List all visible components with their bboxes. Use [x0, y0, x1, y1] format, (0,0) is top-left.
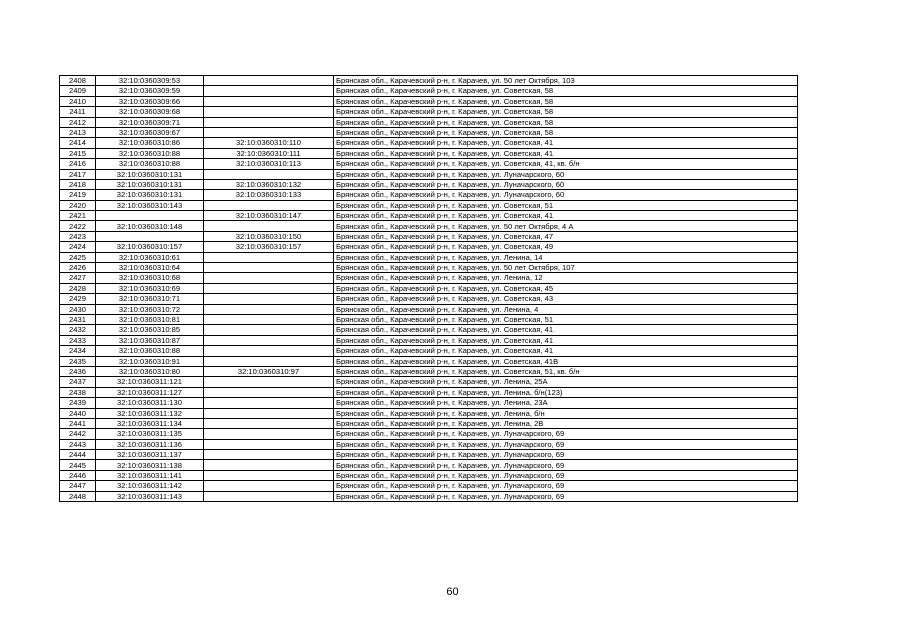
- row-number-cell: 2423: [60, 231, 96, 241]
- address-cell: Брянская обл., Карачевский р-н, г. Карачев, ул. Советская, 41: [334, 138, 798, 148]
- cadastral-number-cell: 32:10:0360311:132: [96, 408, 204, 418]
- table-row: [60, 398, 798, 408]
- row-number-cell: 2416: [60, 159, 96, 169]
- secondary-cadastral-number-cell: [204, 127, 334, 137]
- table-row: [60, 179, 798, 189]
- cadastral-number-cell: 32:10:0360311:134: [96, 418, 204, 428]
- row-number-cell: 2420: [60, 200, 96, 210]
- cadastral-number-cell: 32:10:0360309:67: [96, 127, 204, 137]
- cadastral-number-cell: 32:10:0360311:141: [96, 470, 204, 480]
- table-row: [60, 439, 798, 449]
- secondary-cadastral-number-cell: [204, 263, 334, 273]
- secondary-cadastral-number-cell: [204, 107, 334, 117]
- table-row: [60, 481, 798, 491]
- table-row: [60, 148, 798, 158]
- table-row: [60, 450, 798, 460]
- row-number-cell: 2414: [60, 138, 96, 148]
- table-row: [60, 366, 798, 376]
- secondary-cadastral-number-cell: [204, 86, 334, 96]
- address-cell: Брянская обл., Карачевский р-н, г. Карачев, ул. Ленина, б/н: [334, 408, 798, 418]
- cadastral-number-cell: 32:10:0360310:131: [96, 179, 204, 189]
- secondary-cadastral-number-cell: [204, 252, 334, 262]
- row-number-cell: 2426: [60, 263, 96, 273]
- secondary-cadastral-number-cell: [204, 377, 334, 387]
- secondary-cadastral-number-cell: [204, 96, 334, 106]
- secondary-cadastral-number-cell: 32:10:0360310:147: [204, 211, 334, 221]
- cadastral-number-cell: 32:10:0360310:87: [96, 335, 204, 345]
- table-row: [60, 211, 798, 221]
- secondary-cadastral-number-cell: [204, 221, 334, 231]
- address-cell: Брянская обл., Карачевский р-н, г. Карачев, ул. Советская, 51, кв. б/н: [334, 366, 798, 376]
- secondary-cadastral-number-cell: [204, 76, 334, 86]
- secondary-cadastral-number-cell: [204, 169, 334, 179]
- cadastral-number-cell: 32:10:0360311:138: [96, 460, 204, 470]
- address-cell: Брянская обл., Карачевский р-н, г. Карачев, ул. Советская, 58: [334, 107, 798, 117]
- secondary-cadastral-number-cell: [204, 481, 334, 491]
- address-cell: Брянская обл., Карачевский р-н, г. Карачев, ул. Луначарского, 69: [334, 439, 798, 449]
- secondary-cadastral-number-cell: 32:10:0360310:113: [204, 159, 334, 169]
- row-number-cell: 2431: [60, 314, 96, 324]
- secondary-cadastral-number-cell: [204, 294, 334, 304]
- row-number-cell: 2411: [60, 107, 96, 117]
- table-row: [60, 346, 798, 356]
- row-number-cell: 2432: [60, 325, 96, 335]
- table-row: [60, 335, 798, 345]
- secondary-cadastral-number-cell: [204, 117, 334, 127]
- row-number-cell: 2413: [60, 127, 96, 137]
- cadastral-number-cell: 32:10:0360310:86: [96, 138, 204, 148]
- secondary-cadastral-number-cell: [204, 398, 334, 408]
- registry-table-body: [60, 76, 798, 502]
- cadastral-number-cell: 32:10:0360311:143: [96, 491, 204, 501]
- table-row: [60, 252, 798, 262]
- secondary-cadastral-number-cell: 32:10:0360310:132: [204, 179, 334, 189]
- address-cell: Брянская обл., Карачевский р-н, г. Карачев, ул. Ленина, 12: [334, 273, 798, 283]
- row-number-cell: 2435: [60, 356, 96, 366]
- address-cell: Брянская обл., Карачевский р-н, г. Карачев, ул. Луначарского, 60: [334, 179, 798, 189]
- cadastral-number-cell: 32:10:0360310:131: [96, 190, 204, 200]
- table-row: [60, 242, 798, 252]
- row-number-cell: 2428: [60, 283, 96, 293]
- cadastral-number-cell: 32:10:0360310:80: [96, 366, 204, 376]
- cadastral-number-cell: 32:10:0360310:91: [96, 356, 204, 366]
- address-cell: Брянская обл., Карачевский р-н, г. Карачев, ул. Советская, 58: [334, 127, 798, 137]
- address-cell: Брянская обл., Карачевский р-н, г. Карачев, ул. Советская, 41, кв. б/н: [334, 159, 798, 169]
- address-cell: Брянская обл., Карачевский р-н, г. Карачев, ул. Советская, 41: [334, 148, 798, 158]
- row-number-cell: 2442: [60, 429, 96, 439]
- address-cell: Брянская обл., Карачевский р-н, г. Карачев, ул. Луначарского, 69: [334, 470, 798, 480]
- address-cell: Брянская обл., Карачевский р-н, г. Карачев, ул. Советская, 58: [334, 117, 798, 127]
- row-number-cell: 2427: [60, 273, 96, 283]
- table-row: [60, 96, 798, 106]
- table-row: [60, 127, 798, 137]
- cadastral-number-cell: 32:10:0360311:142: [96, 481, 204, 491]
- table-row: [60, 314, 798, 324]
- table-row: [60, 76, 798, 86]
- secondary-cadastral-number-cell: [204, 460, 334, 470]
- address-cell: Брянская обл., Карачевский р-н, г. Карачев, ул. Луначарского, 60: [334, 169, 798, 179]
- address-cell: Брянская обл., Карачевский р-н, г. Карачев, ул. Советская, 51: [334, 200, 798, 210]
- row-number-cell: 2439: [60, 398, 96, 408]
- secondary-cadastral-number-cell: 32:10:0360310:97: [204, 366, 334, 376]
- address-cell: Брянская обл., Карачевский р-н, г. Карачев, ул. Советская, 41: [334, 325, 798, 335]
- cadastral-number-cell: 32:10:0360311:121: [96, 377, 204, 387]
- row-number-cell: 2433: [60, 335, 96, 345]
- cadastral-number-cell: 32:10:0360310:69: [96, 283, 204, 293]
- table-row: [60, 117, 798, 127]
- cadastral-number-cell: 32:10:0360310:157: [96, 242, 204, 252]
- secondary-cadastral-number-cell: [204, 304, 334, 314]
- table-row: [60, 221, 798, 231]
- address-cell: Брянская обл., Карачевский р-н, г. Карачев, ул. Советская, 41: [334, 211, 798, 221]
- table-row: [60, 418, 798, 428]
- secondary-cadastral-number-cell: [204, 283, 334, 293]
- secondary-cadastral-number-cell: [204, 470, 334, 480]
- cadastral-number-cell: 32:10:0360310:71: [96, 294, 204, 304]
- table-row: [60, 304, 798, 314]
- row-number-cell: 2409: [60, 86, 96, 96]
- table-row: [60, 273, 798, 283]
- address-cell: Брянская обл., Карачевский р-н, г. Карачев, ул. Ленина, 23А: [334, 398, 798, 408]
- table-row: [60, 86, 798, 96]
- secondary-cadastral-number-cell: [204, 429, 334, 439]
- secondary-cadastral-number-cell: 32:10:0360310:133: [204, 190, 334, 200]
- secondary-cadastral-number-cell: [204, 314, 334, 324]
- cadastral-number-cell: 32:10:0360311:135: [96, 429, 204, 439]
- secondary-cadastral-number-cell: [204, 325, 334, 335]
- address-cell: Брянская обл., Карачевский р-н, г. Карачев, ул. Ленина, 25А: [334, 377, 798, 387]
- secondary-cadastral-number-cell: 32:10:0360310:110: [204, 138, 334, 148]
- table-row: [60, 325, 798, 335]
- cadastral-number-cell: 32:10:0360310:72: [96, 304, 204, 314]
- secondary-cadastral-number-cell: [204, 200, 334, 210]
- table-row: [60, 283, 798, 293]
- address-cell: Брянская обл., Карачевский р-н, г. Карачев, ул. Луначарского, 60: [334, 190, 798, 200]
- table-row: [60, 107, 798, 117]
- row-number-cell: 2422: [60, 221, 96, 231]
- secondary-cadastral-number-cell: 32:10:0360310:157: [204, 242, 334, 252]
- table-row: [60, 294, 798, 304]
- row-number-cell: 2419: [60, 190, 96, 200]
- cadastral-number-cell: 32:10:0360309:68: [96, 107, 204, 117]
- row-number-cell: 2446: [60, 470, 96, 480]
- page-number: 60: [446, 586, 459, 598]
- secondary-cadastral-number-cell: 32:10:0360310:150: [204, 231, 334, 241]
- secondary-cadastral-number-cell: [204, 418, 334, 428]
- row-number-cell: 2417: [60, 169, 96, 179]
- row-number-cell: 2418: [60, 179, 96, 189]
- address-cell: Брянская обл., Карачевский р-н, г. Карачев, ул. 50 лет Октября, 103: [334, 76, 798, 86]
- cadastral-number-cell: 32:10:0360310:88: [96, 159, 204, 169]
- row-number-cell: 2441: [60, 418, 96, 428]
- cadastral-number-cell: 32:10:0360311:137: [96, 450, 204, 460]
- cadastral-number-cell: 32:10:0360310:88: [96, 346, 204, 356]
- secondary-cadastral-number-cell: [204, 491, 334, 501]
- property-registry-table: [59, 75, 798, 502]
- row-number-cell: 2429: [60, 294, 96, 304]
- cadastral-number-cell: 32:10:0360309:71: [96, 117, 204, 127]
- cadastral-number-cell: 32:10:0360310:81: [96, 314, 204, 324]
- address-cell: Брянская обл., Карачевский р-н, г. Карачев, ул. Ленина, 14: [334, 252, 798, 262]
- row-number-cell: 2440: [60, 408, 96, 418]
- table-row: [60, 159, 798, 169]
- row-number-cell: 2410: [60, 96, 96, 106]
- table-row: [60, 470, 798, 480]
- address-cell: Брянская обл., Карачевский р-н, г. Карачев, ул. Советская, 47: [334, 231, 798, 241]
- table-row: [60, 356, 798, 366]
- address-cell: Брянская обл., Карачевский р-н, г. Карачев, ул. Ленина, 4: [334, 304, 798, 314]
- cadastral-number-cell: 32:10:0360309:53: [96, 76, 204, 86]
- secondary-cadastral-number-cell: [204, 450, 334, 460]
- cadastral-number-cell: 32:10:0360311:127: [96, 387, 204, 397]
- address-cell: Брянская обл., Карачевский р-н, г. Карачев, ул. Советская, 41: [334, 346, 798, 356]
- address-cell: Брянская обл., Карачевский р-н, г. Карачев, ул. Луначарского, 69: [334, 460, 798, 470]
- row-number-cell: 2438: [60, 387, 96, 397]
- row-number-cell: 2436: [60, 366, 96, 376]
- row-number-cell: 2447: [60, 481, 96, 491]
- row-number-cell: 2434: [60, 346, 96, 356]
- row-number-cell: 2424: [60, 242, 96, 252]
- table-row: [60, 429, 798, 439]
- table-row: [60, 231, 798, 241]
- row-number-cell: 2425: [60, 252, 96, 262]
- table-row: [60, 377, 798, 387]
- row-number-cell: 2448: [60, 491, 96, 501]
- cadastral-number-cell: 32:10:0360310:61: [96, 252, 204, 262]
- row-number-cell: 2444: [60, 450, 96, 460]
- address-cell: Брянская обл., Карачевский р-н, г. Карачев, ул. Ленина, б/н(123): [334, 387, 798, 397]
- address-cell: Брянская обл., Карачевский р-н, г. Карачев, ул. Луначарского, 69: [334, 429, 798, 439]
- secondary-cadastral-number-cell: [204, 273, 334, 283]
- address-cell: Брянская обл., Карачевский р-н, г. Карачев, ул. Советская, 43: [334, 294, 798, 304]
- address-cell: Брянская обл., Карачевский р-н, г. Карачев, ул. Советская, 51: [334, 314, 798, 324]
- secondary-cadastral-number-cell: [204, 335, 334, 345]
- row-number-cell: 2437: [60, 377, 96, 387]
- secondary-cadastral-number-cell: [204, 356, 334, 366]
- row-number-cell: 2415: [60, 148, 96, 158]
- cadastral-number-cell: 32:10:0360310:64: [96, 263, 204, 273]
- address-cell: Брянская обл., Карачевский р-н, г. Карачев, ул. Советская, 58: [334, 96, 798, 106]
- row-number-cell: 2443: [60, 439, 96, 449]
- cadastral-number-cell: 32:10:0360311:136: [96, 439, 204, 449]
- address-cell: Брянская обл., Карачевский р-н, г. Карачев, ул. Советская, 49: [334, 242, 798, 252]
- cadastral-number-cell: 32:10:0360310:68: [96, 273, 204, 283]
- secondary-cadastral-number-cell: [204, 439, 334, 449]
- secondary-cadastral-number-cell: [204, 346, 334, 356]
- address-cell: Брянская обл., Карачевский р-н, г. Карачев, ул. Советская, 45: [334, 283, 798, 293]
- cadastral-number-cell: 32:10:0360309:59: [96, 86, 204, 96]
- address-cell: Брянская обл., Карачевский р-н, г. Карачев, ул. Луначарского, 69: [334, 450, 798, 460]
- table-row: [60, 138, 798, 148]
- address-cell: Брянская обл., Карачевский р-н, г. Карачев, ул. Луначарского, 69: [334, 481, 798, 491]
- cadastral-number-cell: 32:10:0360310:85: [96, 325, 204, 335]
- cadastral-number-cell: 32:10:0360309:66: [96, 96, 204, 106]
- table-row: [60, 408, 798, 418]
- table-row: [60, 387, 798, 397]
- table-row: [60, 169, 798, 179]
- table-row: [60, 190, 798, 200]
- table-row: [60, 200, 798, 210]
- table-row: [60, 263, 798, 273]
- address-cell: Брянская обл., Карачевский р-н, г. Карачев, ул. Луначарского, 69: [334, 491, 798, 501]
- cadastral-number-cell: 32:10:0360310:148: [96, 221, 204, 231]
- address-cell: Брянская обл., Карачевский р-н, г. Карачев, ул. 50 лет Октября, 4 А: [334, 221, 798, 231]
- cadastral-number-cell: 32:10:0360311:130: [96, 398, 204, 408]
- row-number-cell: 2412: [60, 117, 96, 127]
- table-row: [60, 460, 798, 470]
- row-number-cell: 2408: [60, 76, 96, 86]
- cadastral-number-cell: [96, 231, 204, 241]
- address-cell: Брянская обл., Карачевский р-н, г. Карачев, ул. Советская, 41В: [334, 356, 798, 366]
- cadastral-number-cell: 32:10:0360310:143: [96, 200, 204, 210]
- row-number-cell: 2430: [60, 304, 96, 314]
- cadastral-number-cell: 32:10:0360310:131: [96, 169, 204, 179]
- secondary-cadastral-number-cell: [204, 408, 334, 418]
- cadastral-number-cell: [96, 211, 204, 221]
- table-row: [60, 491, 798, 501]
- row-number-cell: 2445: [60, 460, 96, 470]
- cadastral-number-cell: 32:10:0360310:88: [96, 148, 204, 158]
- address-cell: Брянская обл., Карачевский р-н, г. Карачев, ул. Ленина, 2В: [334, 418, 798, 428]
- row-number-cell: 2421: [60, 211, 96, 221]
- address-cell: Брянская обл., Карачевский р-н, г. Карачев, ул. Советская, 41: [334, 335, 798, 345]
- secondary-cadastral-number-cell: 32:10:0360310:111: [204, 148, 334, 158]
- address-cell: Брянская обл., Карачевский р-н, г. Карачев, ул. 50 лет Октября, 107: [334, 263, 798, 273]
- secondary-cadastral-number-cell: [204, 387, 334, 397]
- address-cell: Брянская обл., Карачевский р-н, г. Карачев, ул. Советская, 58: [334, 86, 798, 96]
